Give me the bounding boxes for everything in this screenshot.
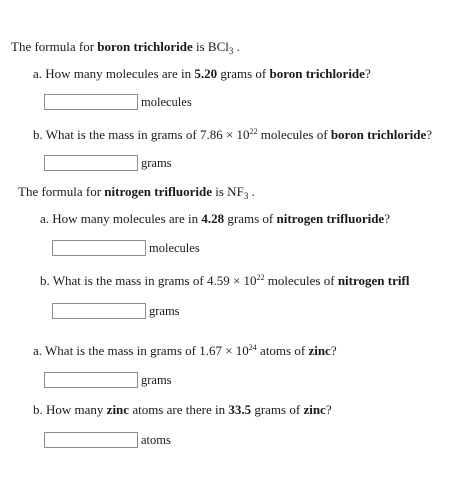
q3a-question: a. What is the mass in grams of $1.67 \times 10^{24}$ atoms of zinc? bbox=[33, 343, 337, 358]
q1b-answer-input[interactable] bbox=[44, 155, 138, 171]
q2a-question: a. How many molecules are in 4.28 grams of nitrogen trifluoride? bbox=[40, 211, 390, 226]
q1a-question: a. How many molecules are in 5.20 grams of boron trichloride? bbox=[33, 66, 371, 81]
q2a-unit-label: molecules bbox=[149, 241, 200, 255]
q2-intro: The formula for nitrogen trifluoride is $NF_3$ . bbox=[18, 184, 255, 201]
q1a-unit-label: molecules bbox=[141, 95, 192, 109]
q1a-answer-input[interactable] bbox=[44, 94, 138, 110]
q2b-answer-input[interactable] bbox=[52, 303, 146, 319]
q2b-unit-label: grams bbox=[149, 304, 180, 318]
q3b-question: b. How many zinc atoms are there in 33.5 grams of zinc? bbox=[33, 402, 332, 417]
q2a-answer-input[interactable] bbox=[52, 240, 146, 256]
q1b-question: b. What is the mass in grams of $7.86 \times 10^{22}$ molecules of boron trichloride? bbox=[33, 127, 433, 142]
q2b-question: b. What is the mass in grams of $4.59 \times 10^{22}$ molecules of nitrogen trifl bbox=[40, 273, 410, 288]
q3a-answer-input[interactable] bbox=[44, 372, 138, 388]
q3b-answer-input[interactable] bbox=[44, 432, 138, 448]
q1b-unit-label: grams bbox=[141, 156, 172, 170]
q2b-question-clip bbox=[0, 273, 433, 293]
q3a-unit-label: grams bbox=[141, 373, 172, 387]
q1-intro: The formula for boron trichloride is BCl$_3$ . bbox=[11, 39, 240, 56]
q3b-unit-label: atoms bbox=[141, 433, 171, 447]
